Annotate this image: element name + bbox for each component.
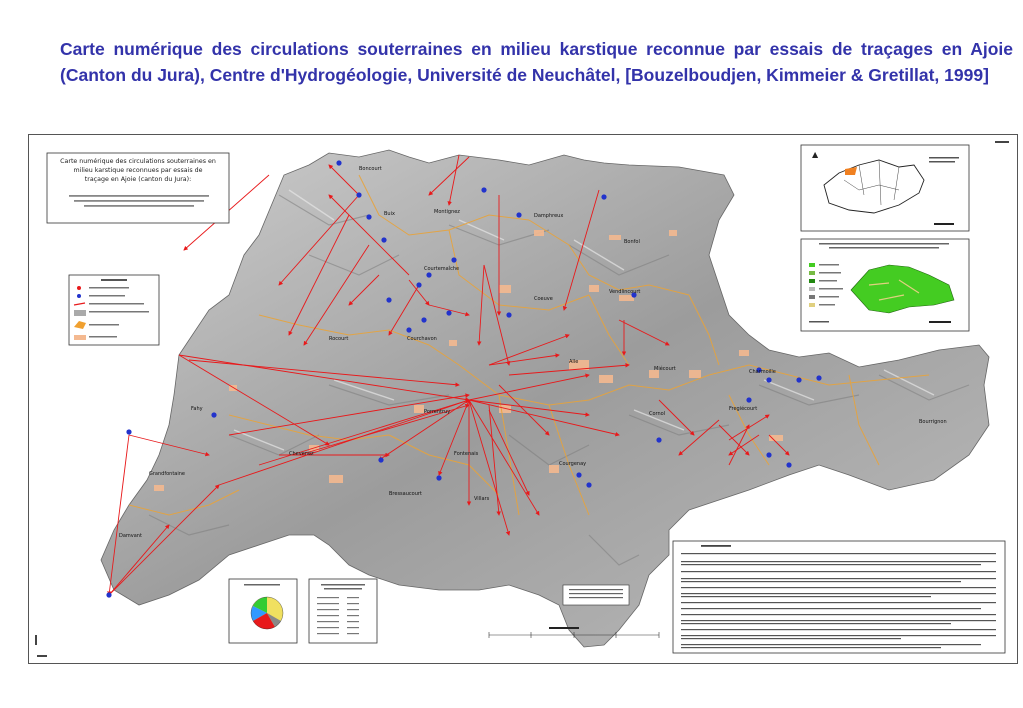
svg-text:Villars: Villars [474,496,490,502]
svg-text:Rocourt: Rocourt [329,336,349,342]
svg-text:Bourrignon: Bourrignon [919,419,947,425]
cartouche-title-line3: traçage en Ajoie (canton du Jura): [84,176,192,183]
svg-text:Grandfontaine: Grandfontaine [149,471,185,477]
svg-text:Courtemaîche: Courtemaîche [424,266,460,272]
svg-text:Montignez: Montignez [434,209,460,215]
svg-text:Bressaucourt: Bressaucourt [389,491,422,497]
svg-text:Damphreux: Damphreux [534,213,564,219]
scale-bar [489,627,659,638]
stats-table-inset [309,579,377,643]
svg-text:Cornol: Cornol [649,411,666,417]
svg-text:Buix: Buix [384,211,395,217]
credit-box [563,585,629,605]
svg-text:Porrentruy: Porrentruy [424,409,451,415]
switzerland-locator-inset [801,145,969,231]
corner-mark-top-right [995,141,1009,143]
map-cartouche [47,153,229,223]
map-frame [28,134,1018,664]
svg-text:Miécourt: Miécourt [654,366,676,372]
svg-text:Charmoille: Charmoille [749,369,776,375]
svg-text:Chevenez: Chevenez [289,451,314,457]
svg-text:Bonfol: Bonfol [624,239,640,245]
map-legend [69,275,159,345]
cartouche-title-line2: milieu karstique reconnues par essais de [73,167,203,174]
land-use-inset [801,239,969,331]
corner-mark-bottom-left [37,655,47,657]
edge-mark-left [35,635,37,645]
svg-text:▲: ▲ [812,150,819,159]
svg-text:Coeuve: Coeuve [534,296,553,302]
svg-text:Vendlincourt: Vendlincourt [609,289,641,295]
svg-text:Courgenay: Courgenay [559,461,587,467]
page-title: Carte numérique des circulations souterraines en milieu karstique reconnue par essais de traçages en Ajoie (Canton du Jura), Centre d'Hydrogéologie, Université de Neuchâtel, [Bouzelboudjen, Kimmeier & Gretillat, 1999] [60,39,1013,85]
pie-chart-inset [229,579,297,643]
cartouche-title-line1: Carte numérique des circulations souterraines en [60,158,216,165]
svg-text:Damvant: Damvant [119,533,142,539]
svg-text:Alle: Alle [569,359,579,365]
svg-text:Fahy: Fahy [191,406,203,412]
svg-text:Boncourt: Boncourt [359,166,382,172]
svg-text:Fregiécourt: Fregiécourt [729,406,758,412]
bibliography-box [673,541,1005,653]
svg-text:Fontenais: Fontenais [454,451,479,457]
svg-text:Courchavon: Courchavon [407,336,437,342]
karst-map [29,135,1017,663]
